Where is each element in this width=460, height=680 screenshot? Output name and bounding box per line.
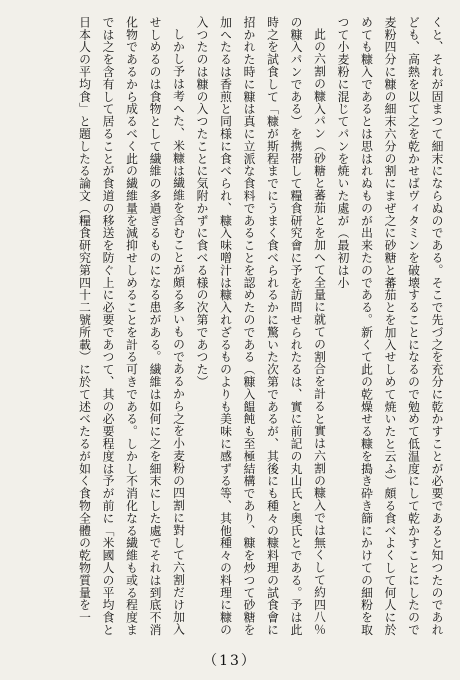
- paragraph: しかし予は考へた、米糠は繊維を含むことが頗る多いものであるから之を小麦粉の四割に對して六割だけ加入せしめるのは食物として繊維の多過ぎるものになる患がある。繊維は如何に之を細末にした處でそれは到底不消化物であるから成るべく此の繊維量を減抑せしめることを計る可きである。しかし不消化なる繊維も或る程度までは之を含有して居ることが食道の移送を防ぐ上に必要であつて、其の必要程度は予が前に「米國人の平均食と日本人の平均食」と題したる論文（糧食研究第四十二號所載）に於て述べたるが如く食物全體の乾物質量を一: [77, 16, 186, 636]
- paragraph: くと、それが固まつて細末にならぬのである。そこで先づ之を充分に乾かすことが必要であると知つたのであれども、高熱を以て之を乾かせばヴィタミンを破壊することになるので勉めて低温度にして乾かすことにしたので麦粉四分に糠の細末六分の割にまぜ之に砂糖と蕃茄とを加入せしめて焼いたと云ふ）頗る食べよくして何人に於めても糠入であるとは思はれぬものが出来たのである。新くて此の乾燥せる糠を搗き砕き篩にかけての細粉を取つて小麦粉に混じてパンを焼いた處が（最初は小: [336, 16, 444, 636]
- paragraph: 此の六割の糠入パン（砂糖と蕃茄とを加へて全量に就ての割合を計ると實は六割の糠入では無くして約四八％の糠入パンである）を携帯して糧食研究會に予を訪問せられたるは、實に前記の丸山氏と奥氏とである。予は此時之を試食して「糠が斯程までにうまく食べられるかに驚いた次第であるが、其後にも種々の糠料理の試食會に招かれた時に糠は真に立派な食料であることを認めたのである（糠入饂飩も至極結構であり、糠を炒つて砂糖を加へたるは香煎と同様に食べられ、糠入味噌汁は糠入れざるものよりも美味に感ずる等、其他種々の料理に糠の入つたのは糠の入つたことに気附かずに食べる様の次第であつた）: [195, 16, 327, 636]
- page-number: （13）: [203, 653, 257, 669]
- vertical-text-block: [16, 16, 448, 640]
